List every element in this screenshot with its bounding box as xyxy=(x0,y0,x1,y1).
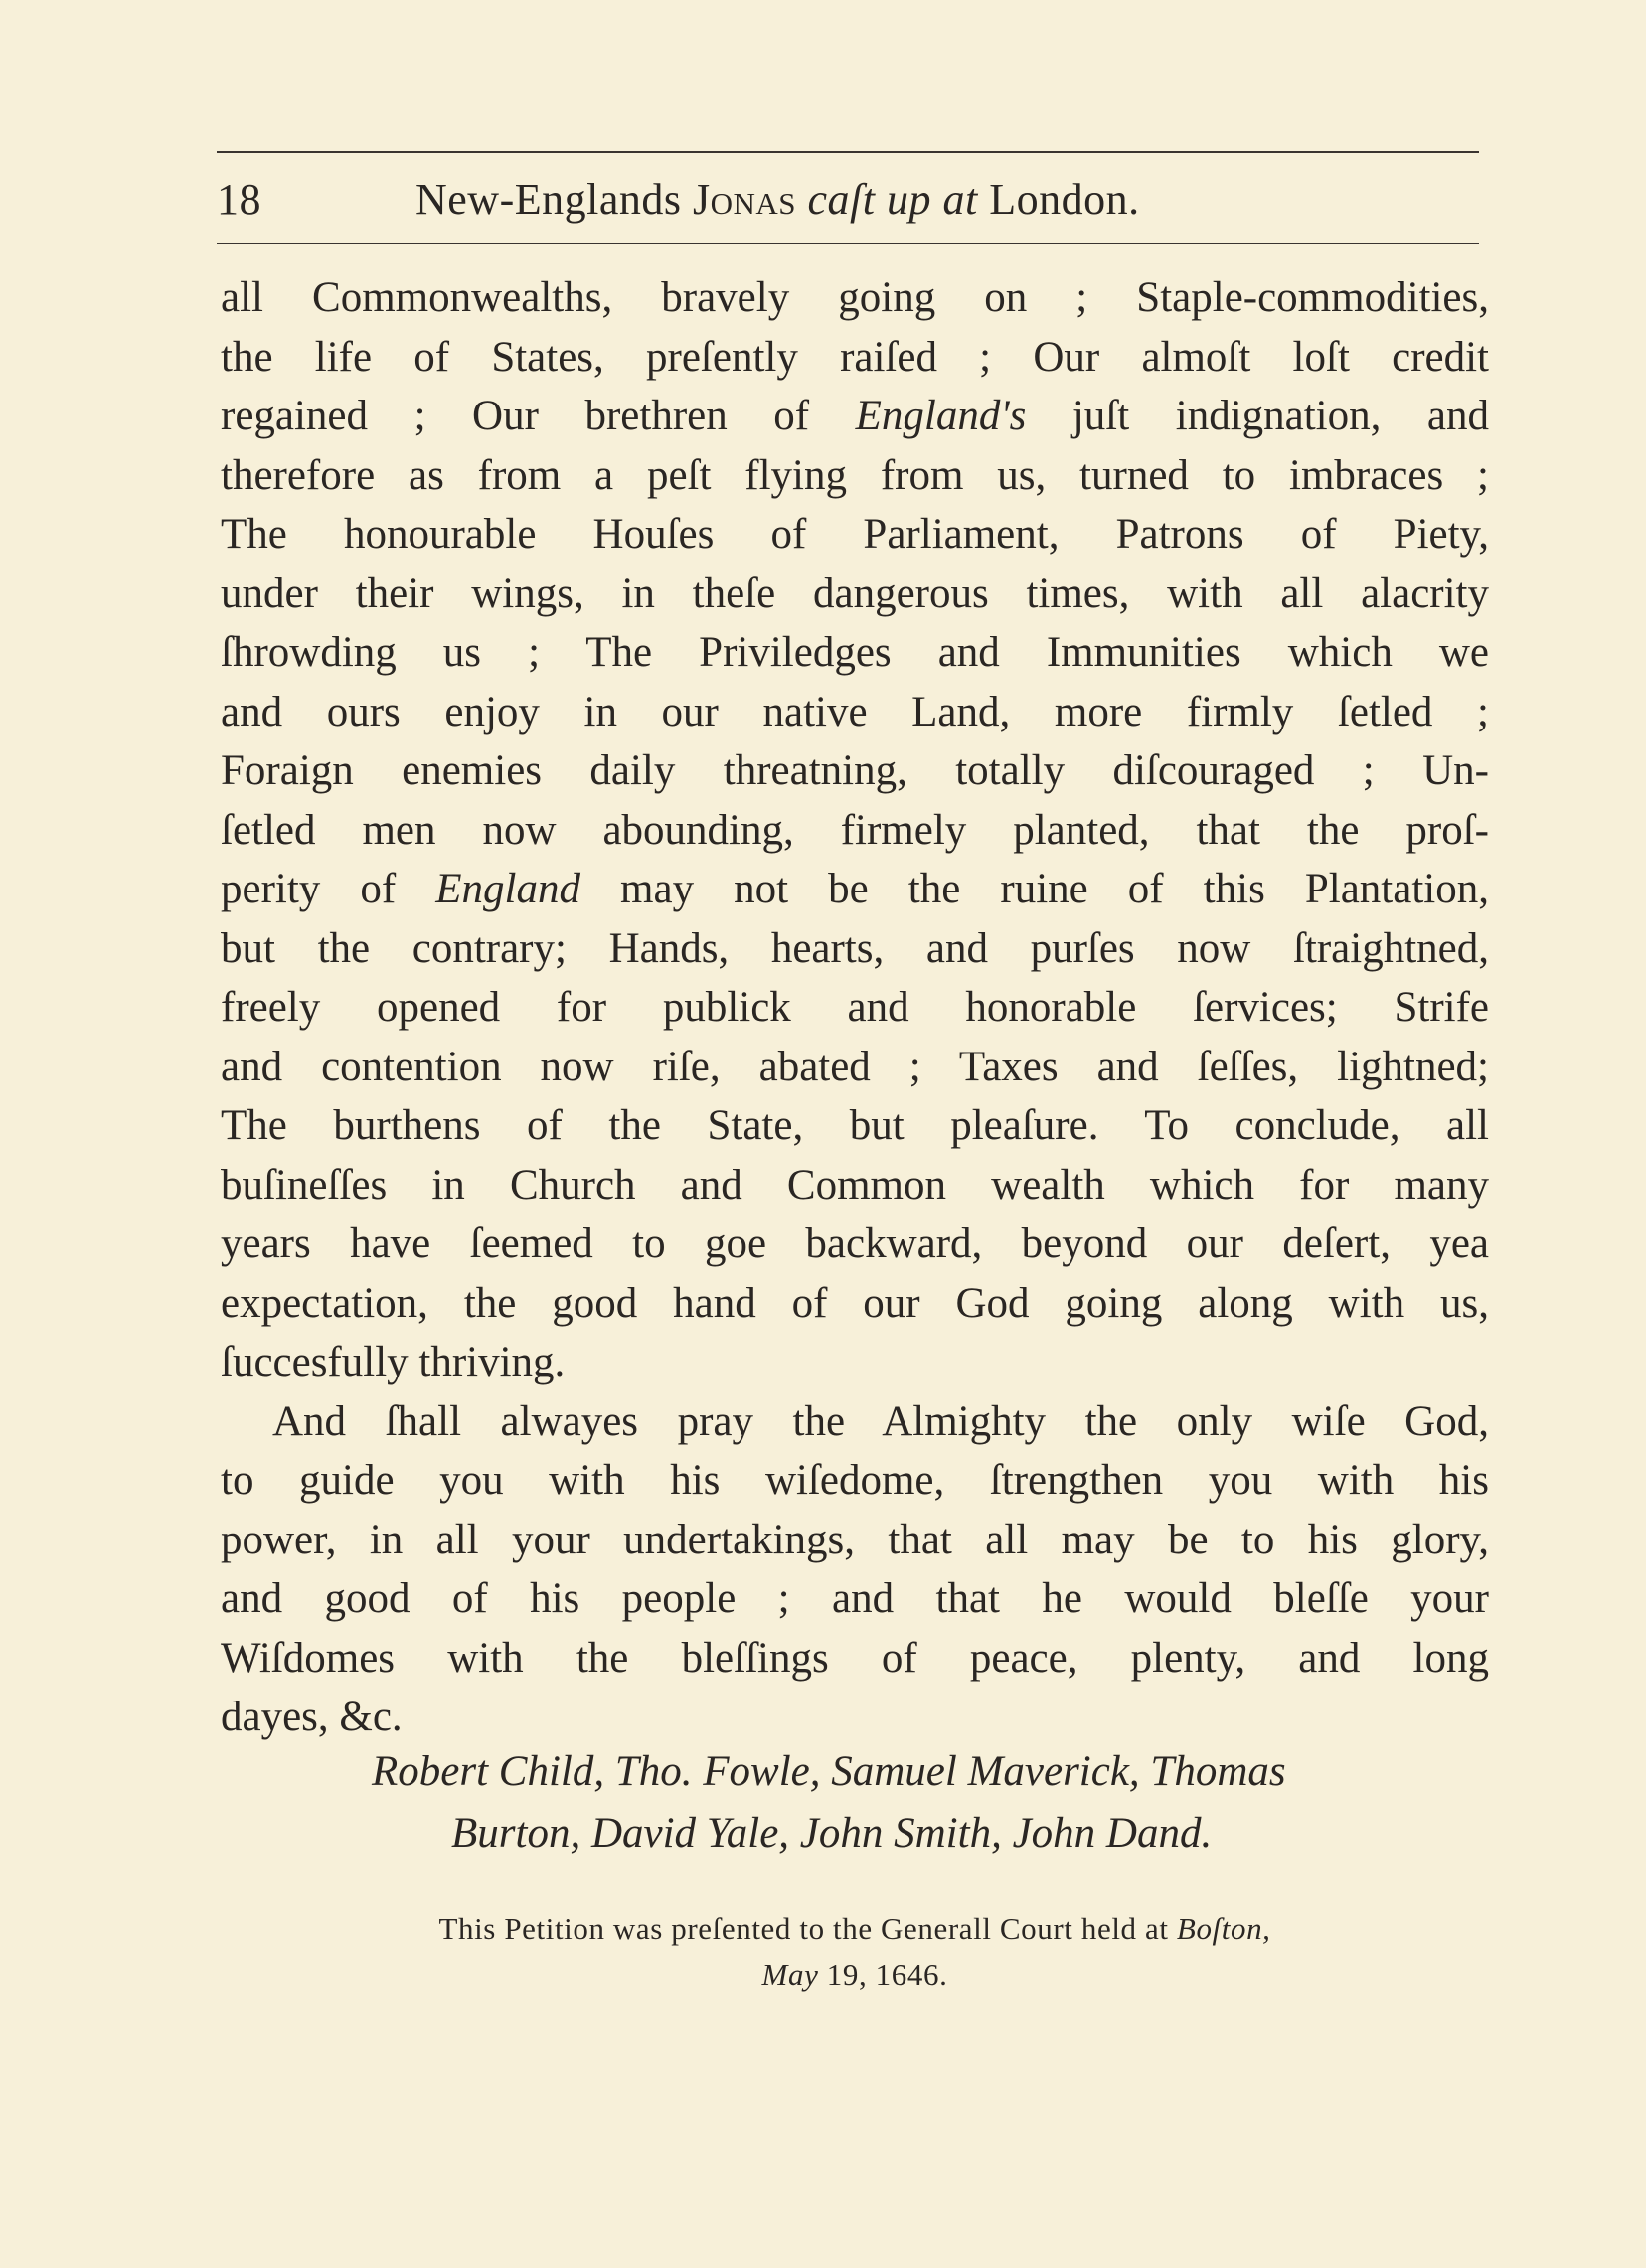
text-line: The honourable Houſes of Parliament, Patrons of Piety, xyxy=(221,511,1489,558)
signatures xyxy=(221,1741,1489,1864)
text-line: ſuccesfully thriving. xyxy=(221,1339,566,1385)
running-head xyxy=(217,167,1479,233)
signature-line: Burton, David Yale, John Smith, John Dand. xyxy=(451,1810,1213,1857)
text-line: the life of States, preſently raiſed ; Our almoſt loſt credit xyxy=(221,333,1489,381)
text-line: And ſhall alwayes pray the Almighty the only wiſe God, xyxy=(272,1397,1489,1445)
text-line: dayes, &c. xyxy=(221,1694,403,1740)
header-rule-bottom xyxy=(217,243,1479,244)
italic-word: England xyxy=(435,866,580,912)
note-line: May 19, 1646. xyxy=(761,1957,948,1992)
text-line: perity of England may not be the ruine of this Plantation, xyxy=(221,866,1489,912)
text-line: all Commonwealths, bravely going on ; Staple-commodities, xyxy=(221,274,1489,321)
italic-word: England's xyxy=(855,393,1027,439)
text-line: ſetled men now abounding, firmely planted, that the proſ- xyxy=(221,806,1489,854)
text-line: years have ſeemed to goe backward, beyond our deſert, yea xyxy=(221,1220,1489,1267)
text-line: therefore as from a peſt flying from us, turned to imbraces ; xyxy=(221,451,1489,499)
signature-line: Robert Child, Tho. Fowle, Samuel Maverick, Thomas xyxy=(372,1748,1286,1795)
text-line: ſhrowding us ; The Priviledges and Immunities which we xyxy=(221,629,1489,676)
italic-word: Boſton, xyxy=(1176,1911,1271,1946)
text-line: to guide you with his wiſedome, ſtrengthen you with his xyxy=(221,1457,1489,1504)
running-title-part1: New-Englands xyxy=(415,175,693,224)
text-line: Foraign enemies daily threatning, totally diſcouraged ; Un- xyxy=(221,747,1489,794)
body-text xyxy=(221,268,1489,1747)
petition-note xyxy=(221,1906,1489,1998)
note-line: This Petition was preſented to the Generall Court held at Boſton, xyxy=(438,1911,1271,1946)
text-line: power, in all your undertakings, that all may be to his glory, xyxy=(221,1516,1489,1563)
running-title-smallcaps: Jonas xyxy=(693,175,797,224)
text-line: regained ; Our brethren of England's juſt indignation, and xyxy=(221,393,1489,439)
running-title-italic: caſt up at xyxy=(807,175,978,224)
text-line: expectation, the good hand of our God going along with us, xyxy=(221,1279,1489,1327)
header-rule-top xyxy=(217,151,1479,153)
text-line: Wiſdomes with the bleſſings of peace, plenty, and long xyxy=(221,1634,1489,1682)
text-line: and contention now riſe, abated ; Taxes and ſeſſes, lightned; xyxy=(221,1043,1489,1090)
italic-word: May xyxy=(761,1957,819,1992)
page-number: 18 xyxy=(217,175,261,224)
text-line: and good of his people ; and that he would bleſſe your xyxy=(221,1575,1489,1622)
text-line: freely opened for publick and honorable ſervices; Strife xyxy=(221,984,1489,1031)
running-title xyxy=(415,167,1140,233)
text-line: under their wings, in theſe dangerous times, with all alacrity xyxy=(221,569,1489,617)
text-line: and ours enjoy in our native Land, more firmly ſetled ; xyxy=(221,688,1489,735)
text-line: The burthens of the State, but pleaſure. To conclude, all xyxy=(221,1102,1489,1149)
text-line: buſineſſes in Church and Common wealth which for many xyxy=(221,1161,1489,1209)
running-title-part2: London. xyxy=(989,175,1140,224)
text-line: but the contrary; Hands, hearts, and purſes now ſtraightned, xyxy=(221,924,1489,972)
